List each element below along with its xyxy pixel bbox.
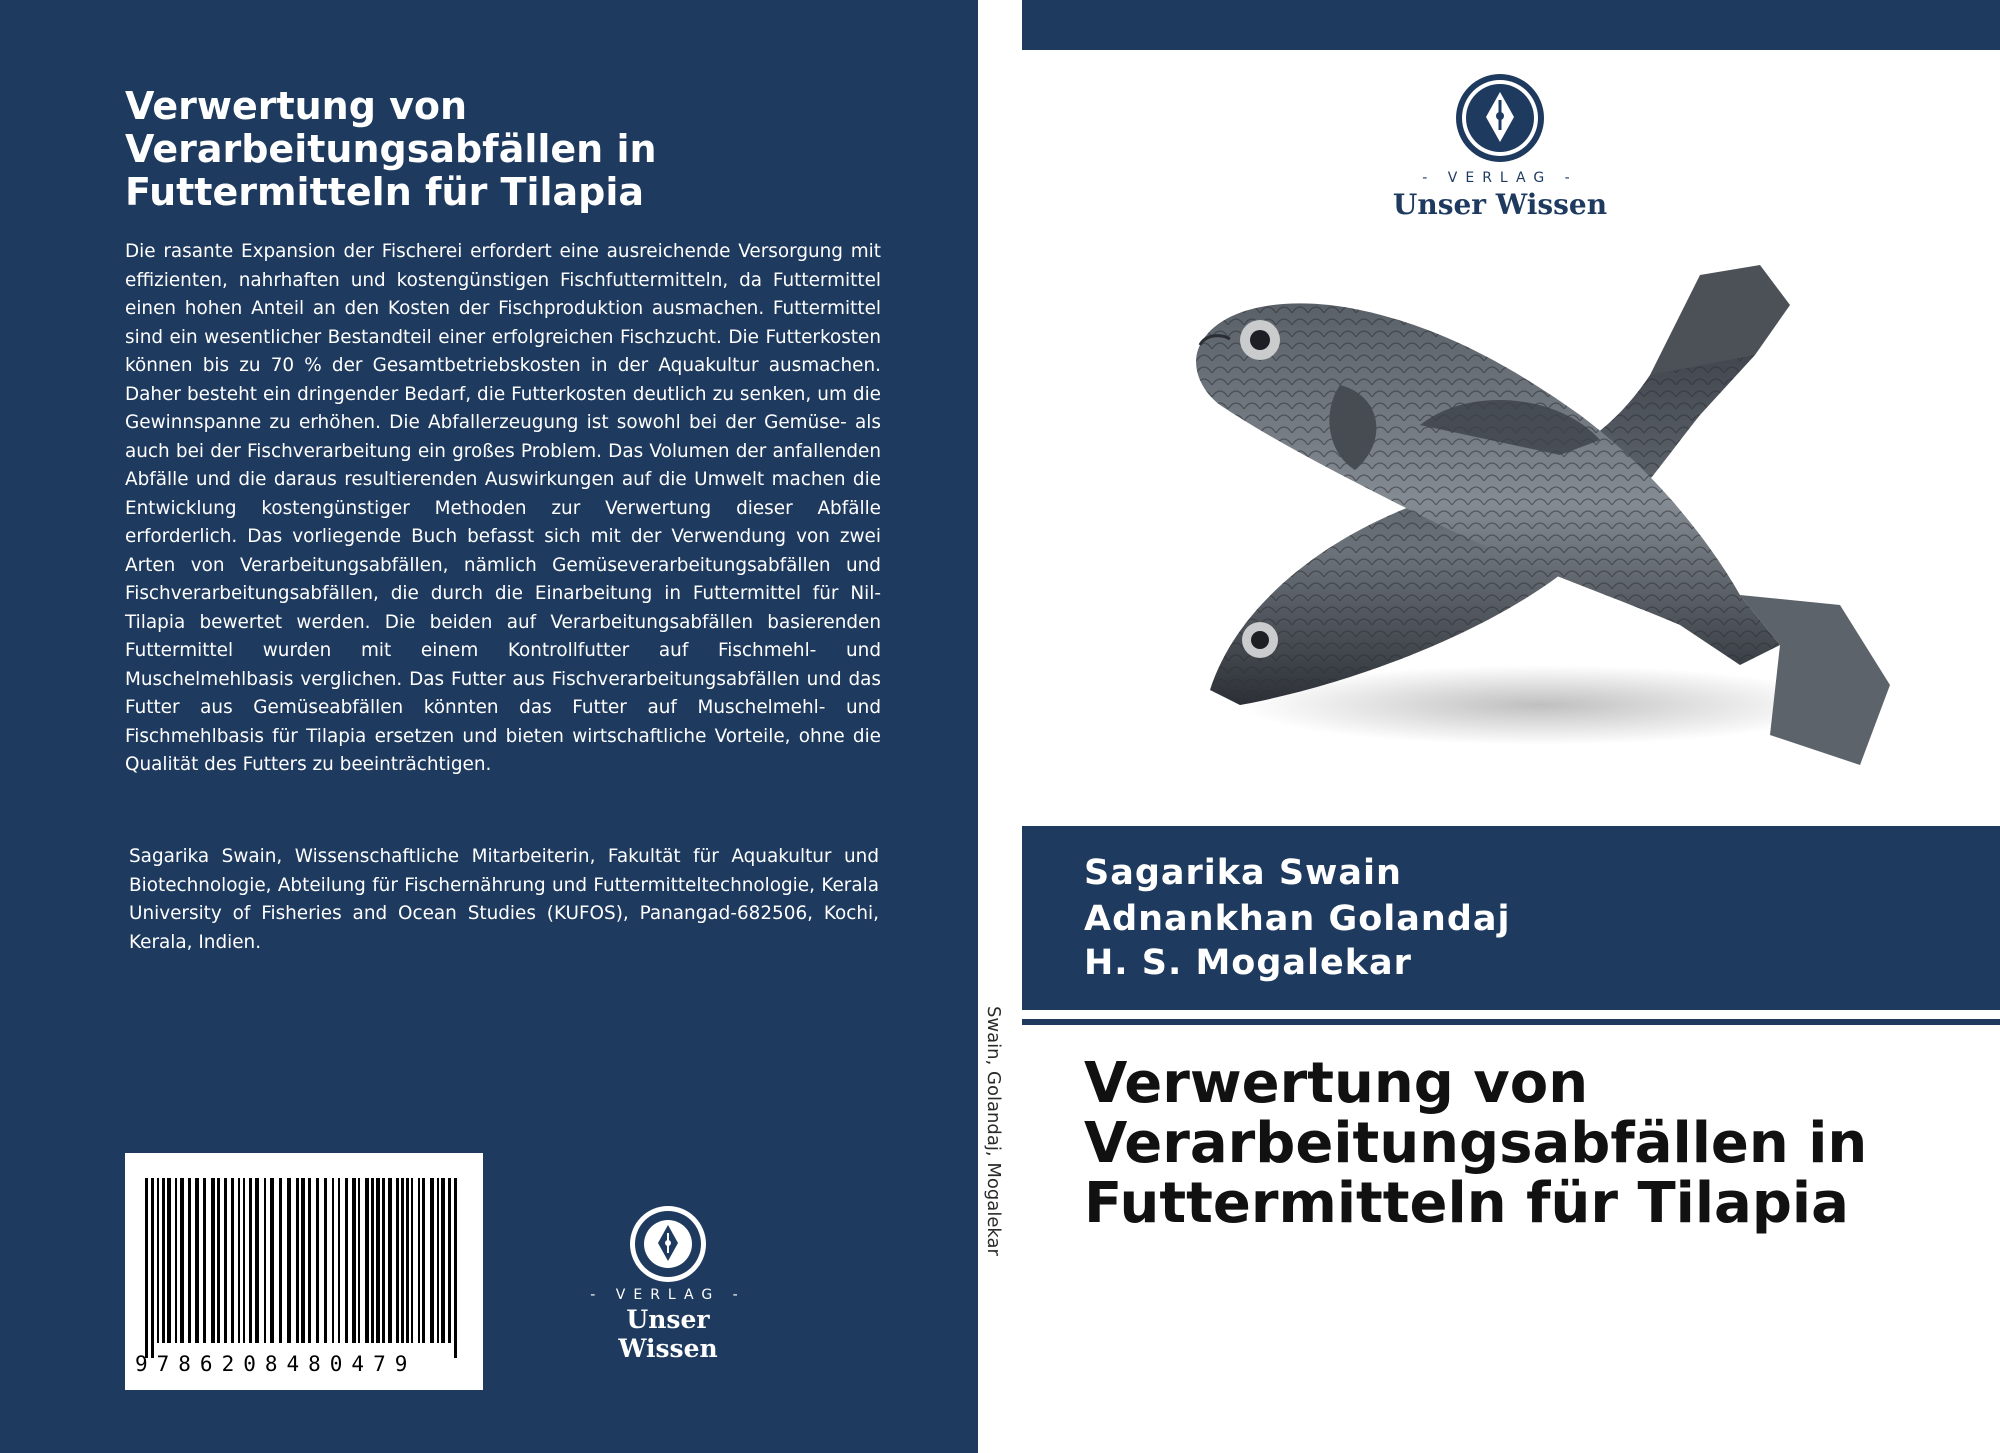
barcode-bar <box>358 1178 360 1343</box>
barcode-bar <box>382 1178 385 1343</box>
front-cover-title: Verwertung von Verarbeitungsabfällen in Futtermitteln für Tilapia <box>1084 1051 1868 1236</box>
barcode-bar <box>145 1178 148 1358</box>
barcode-bar <box>430 1178 434 1343</box>
barcode-bar <box>371 1178 374 1343</box>
barcode-bar <box>211 1178 215 1343</box>
barcode-bar <box>255 1178 259 1343</box>
barcode-bar <box>151 1178 154 1358</box>
back-cover-title: Verwertung von Verarbeitungsabfällen in Futtermitteln für Tilapia <box>125 84 657 214</box>
author-bio: Sagarika Swain, Wissenschaftliche Mitarbeiterin, Fakultät für Aquakultur und Biotechnologie, Abteilung für Fischernährung und Futtermitteltechnologie, Kerala University of Fisheries and Ocean Studies (KUFOS), Panangad-682506, Kochi, Kerala, Indien. <box>129 846 879 953</box>
barcode-bar <box>203 1178 206 1343</box>
barcode-bar <box>217 1178 220 1343</box>
barcode-bar <box>316 1178 319 1343</box>
front-top-bar <box>1022 0 2000 50</box>
barcode-bar <box>437 1178 439 1343</box>
author-name: Adnankhan Golandaj <box>1084 899 1511 939</box>
barcode-bar <box>332 1178 334 1343</box>
barcode-bar <box>448 1178 451 1343</box>
barcode-bar <box>365 1178 369 1343</box>
publisher-name: Unser Wissen <box>1392 188 1608 221</box>
publisher-seal-icon <box>583 1203 753 1285</box>
two-tilapia-fish-photo <box>1180 265 1900 805</box>
isbn-number: 9786208480479 <box>135 1352 417 1376</box>
publisher-verlag-label: - VERLAG - <box>590 1287 746 1303</box>
barcode-bar <box>401 1178 404 1343</box>
divider-line <box>1022 1019 2000 1025</box>
barcode-bar <box>338 1178 340 1343</box>
barcode-bar <box>418 1178 420 1343</box>
barcode-bar <box>195 1178 199 1343</box>
back-cover-description: Die rasante Expansion der Fischerei erfordert eine ausreichende Versorgung mit effizienten, nahrhaften und kostengünstigen Fischfuttermitteln, da Futtermittel einen hohen Anteil an den Kosten der Fischproduktion ausmachen. Futtermittel sind ein wesentlicher Bestandteil einer erfolgreichen Fischzucht. Die Futterkosten können bis zu 70 % der Gesamtbetriebskosten in der Aquakultur ausmachen. Daher besteht ein dringender Bedarf, die Futterkosten deutlich zu senken, um die Gewinnspanne zu erhöhen. Die Abfallerzeugung ist sowohl bei der Gemüse- als auch bei der Fischverarbeitung ein großes Problem. Das Volumen der anfallenden Abfälle und die daraus resultierenden Auswirkungen auf die Umwelt machen die Entwicklung kostengünstiger Methoden zur Verwertung dieser Abfälle erforderlich. Das vorliegende Buch befasst sich mit der Verwendung von zwei Arten von Verarbeitungsabfällen, nämlich Gemüseverarbeitungsabfällen und Fischverarbeitungsabfällen, die durch die Einarbeitung in Futtermittel für Nil-Tilapia bewertet werden. Die beiden auf Verarbeitungsabfällen basierenden Futtermittel wurden mit einem Kontrollfutter auf Fischmehl- und Muschelmehlbasis verglichen. Das Futter aus Fischverarbeitungsabfällen und das Futter aus Gemüseabfällen könnten das Futter auf Muschelmehl- und Fischmehlbasis für Tilapia ersetzen und bieten wirtschaftliche Vorteile, ohne die Qualität des Futters zu beeinträchtigen. <box>125 241 881 775</box>
barcode-bar <box>422 1178 425 1343</box>
barcode-bar <box>388 1178 392 1343</box>
barcode-bar <box>243 1178 245 1343</box>
isbn-barcode <box>125 1153 483 1390</box>
barcode-bar <box>188 1178 191 1343</box>
barcode-bar <box>167 1178 171 1343</box>
publisher-seal-icon <box>1390 72 1610 172</box>
back-cover <box>0 0 978 1453</box>
barcode-bar <box>162 1178 165 1343</box>
barcode-bar <box>308 1178 311 1343</box>
barcode-bar <box>352 1178 356 1343</box>
publisher-logo-front <box>1390 72 1610 222</box>
publisher-verlag-label: - VERLAG - <box>1422 170 1578 186</box>
barcode-bar <box>301 1178 305 1343</box>
barcode-bar <box>441 1178 445 1343</box>
barcode-bar <box>279 1178 282 1343</box>
barcode-bar <box>287 1178 291 1343</box>
spine-authors: Swain, Golandaj, Mogalekar <box>983 1006 1004 1256</box>
barcode-bar <box>324 1178 327 1343</box>
barcode-bar <box>180 1178 184 1343</box>
barcode-bar <box>157 1178 159 1343</box>
barcode-bar <box>175 1178 177 1343</box>
barcode-bar <box>406 1178 409 1343</box>
publisher-name: Unser Wissen <box>618 1305 718 1363</box>
barcode-bar <box>345 1178 348 1343</box>
barcode-bar <box>296 1178 299 1343</box>
author-name: Sagarika Swain <box>1084 853 1402 893</box>
barcode-bar <box>270 1178 274 1343</box>
barcode-bar <box>454 1178 457 1358</box>
barcode-bar <box>376 1178 380 1343</box>
publisher-logo-back <box>583 1203 753 1363</box>
barcode-bar <box>238 1178 240 1343</box>
barcode-bar <box>264 1178 266 1343</box>
barcode-bar <box>411 1178 413 1343</box>
barcode-bar <box>396 1178 399 1343</box>
barcode-bar <box>231 1178 234 1343</box>
author-name: H. S. Mogalekar <box>1084 943 1412 983</box>
barcode-bar <box>249 1178 252 1343</box>
barcode-bar <box>224 1178 227 1343</box>
